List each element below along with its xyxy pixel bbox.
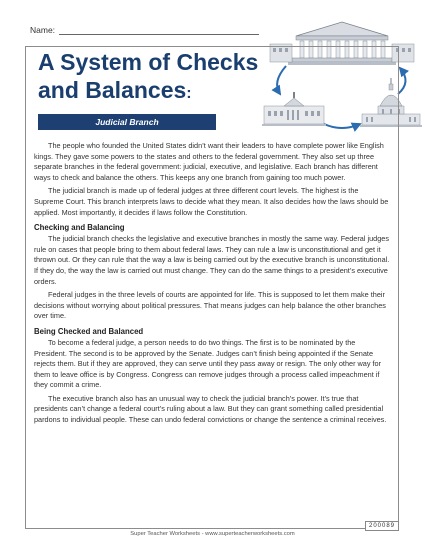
paragraph: Federal judges in the three levels of courts are appointed for life. This is supposed to let them make their decisions without worrying about political pressures. That means judges can help balance the other branches over time.: [34, 290, 386, 321]
paragraph: The people who founded the United States didn’t want their leaders to have complete power like English kings. They gave some powers to the states and others to the federal government. They also set up three separate branches in the federal government: judicial, executive, and legislative. Each branch has different ways to check and balance the others. This keeps any one branch from gaining too much power.: [34, 141, 384, 182]
name-blank-line[interactable]: [59, 25, 259, 35]
title-line-1: A System of Checks: [38, 49, 259, 75]
title-colon: :: [186, 85, 192, 102]
footer-credit: Super Teacher Worksheets - www.superteacherworksheets.com: [130, 531, 295, 537]
name-label: Name:: [30, 25, 56, 35]
article-body: [34, 141, 390, 426]
name-field: [30, 25, 259, 35]
paragraph: The executive branch also has an unusual way to check the judicial branch’s power. It’s true that presidents can’t change a federal court’s ruling about a law. But they can grant something called presidential pardons to individual people. These can undo federal convictions or change the sentence a criminal receives.: [34, 393, 387, 425]
paragraph: To become a federal judge, a person needs to do two things. The first is to be nominated by the President. The second is to be approved by the Senate. Judges can’t finish being appointed if the Senate rejects them. But if they are approved, they can serve until they pass away or resign. The only other way for them to leave office is by Congress. Congress can remove judges through a process called impeachment if they commit a crime.: [34, 337, 382, 390]
section-heading: Being Checked and Balanced: [34, 326, 144, 336]
paragraph: The judicial branch checks the legislative and executive branches in mostly the same way. Federal judges rule on cases that people bring to them about federal laws. They can rule a law is unconstitutional and get it thrown out. Or they can rule that the way a law is being carried out by the executive branch is unconstitutional. If they do, the way the law is carried out must change. They can do the same things to a president’s executive orders.: [34, 234, 390, 286]
section-heading: Checking and Balancing: [34, 223, 125, 233]
section-banner: Judicial Branch: [38, 114, 216, 130]
page-title: [38, 48, 258, 108]
paragraph: The judicial branch is made up of federal judges at three different court levels. The highest is the Supreme Court. This branch interprets laws to decide what they mean. It also decides how the laws should be applied. Most importantly, it decides if laws follow the Constitution.: [34, 186, 389, 217]
worksheet-code: 200089: [365, 521, 399, 531]
title-line-2: and Balances: [38, 77, 187, 103]
